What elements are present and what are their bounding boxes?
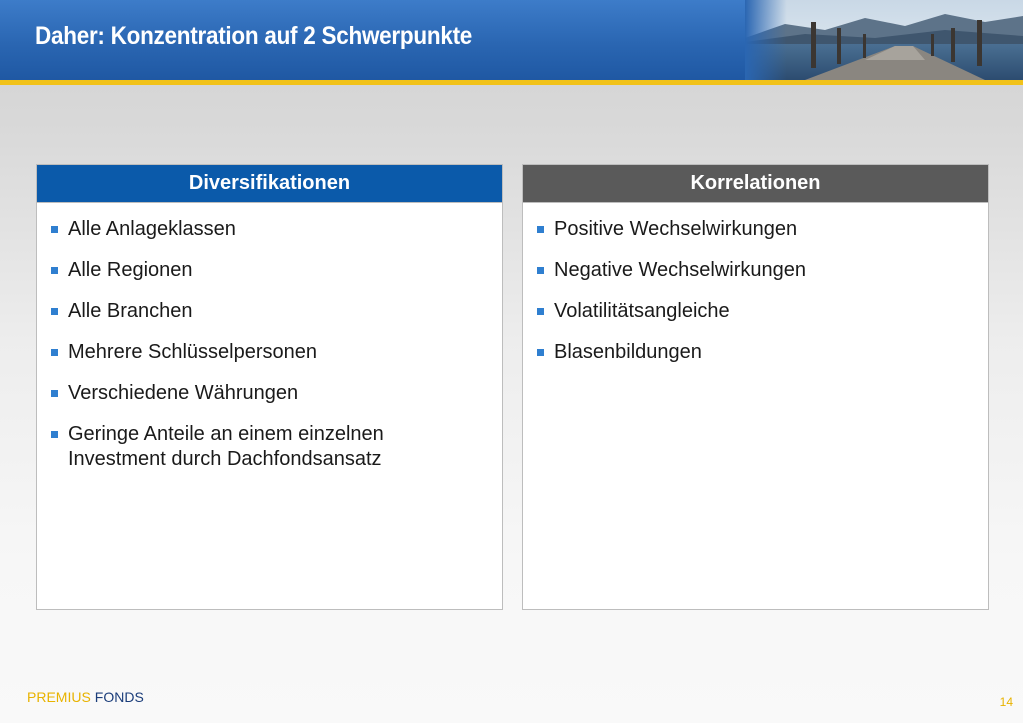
pier-lake-photo [745, 0, 1023, 80]
bullet-square-icon [537, 349, 544, 356]
list-item: Blasenbildungen [535, 340, 988, 365]
bullet-square-icon [537, 226, 544, 233]
bullet-square-icon [51, 308, 58, 315]
list-item: Geringe Anteile an einem einzelnen Investment durch Dachfondsansatz [49, 422, 468, 472]
list-item: Alle Regionen [49, 258, 502, 283]
diversifikationen-header: Diversifikationen [37, 165, 502, 203]
bullet-square-icon [537, 308, 544, 315]
bullet-square-icon [51, 431, 58, 438]
bullet-square-icon [51, 267, 58, 274]
list-item: Alle Branchen [49, 299, 502, 324]
header-bar [0, 0, 1023, 80]
diversifikationen-list [37, 203, 502, 472]
list-item: Mehrere Schlüsselpersonen [49, 340, 502, 365]
list-item: Negative Wechselwirkungen [535, 258, 988, 283]
page-title: Daher: Konzentration auf 2 Schwerpunkte [35, 22, 473, 50]
korrelationen-header: Korrelationen [523, 165, 988, 203]
bullet-square-icon [537, 267, 544, 274]
list-item: Verschiedene Währungen [49, 381, 502, 406]
list-item: Positive Wechselwirkungen [535, 217, 988, 242]
premius-fonds-logo: PREMIUS FONDS [27, 689, 144, 705]
list-item: Volatilitätsangleiche [535, 299, 988, 324]
bullet-square-icon [51, 390, 58, 397]
bullet-square-icon [51, 349, 58, 356]
list-item: Alle Anlageklassen [49, 217, 502, 242]
korrelationen-panel [522, 164, 989, 610]
page-number: 14 [999, 695, 1013, 709]
header-gold-line [0, 80, 1023, 85]
korrelationen-list [523, 203, 988, 365]
diversifikationen-panel [36, 164, 503, 610]
bullet-square-icon [51, 226, 58, 233]
